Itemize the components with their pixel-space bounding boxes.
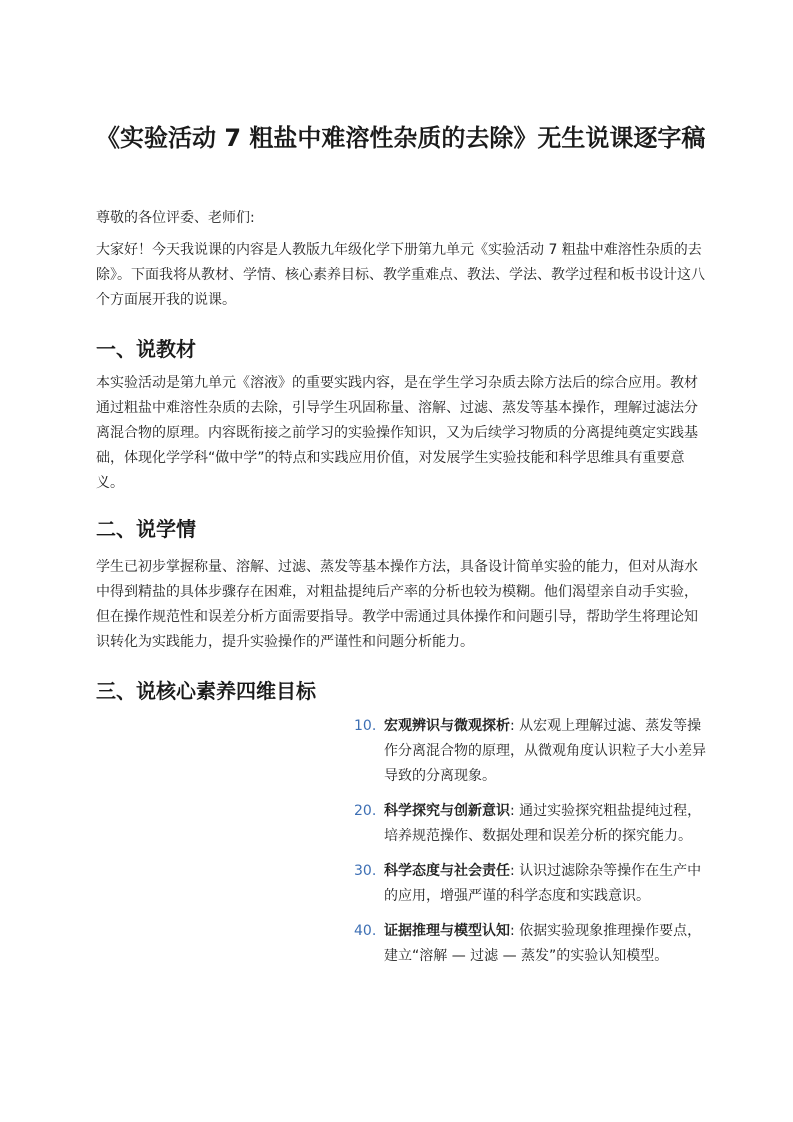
list-number: 20. xyxy=(354,803,377,819)
textbook-paragraph: 本实验活动是第九单元《溶液》的重要实践内容，是在学生学习杂质去除方法后的综合应用。教材通过粗盐中难溶性杂质的去除，引导学生巩固称量、溶解、过滤、蒸发等基本操作，理解过滤法分离混合物的原理。内容既衔接之前学习的实验操作知识，又为后续学习物质的分离提纯奠定实践基础，体现化学学科“做中学”的特点和实践应用价值，对发展学生实验技能和科学思维具有重要意义。 xyxy=(96,375,698,491)
objective-text: : 从宏观上理解过滤、蒸发等操作分离混合物的原理，从微观角度认识粒子大小差异导致的分离现象。 xyxy=(384,718,706,784)
students-paragraph: 学生已初步掌握称量、溶解、过滤、蒸发等基本操作方法，具备设计简单实验的能力，但对从海水中得到精盐的具体步骤存在困难，对粗盐提纯后产率的分析也较为模糊。他们渴望亲自动手实验，但在操作规范性和误差分析方面需要指导。教学中需通过具体操作和问题引导，帮助学生将理论知识转化为实践能力，提升实验操作的严谨性和问题分析能力。 xyxy=(96,559,698,650)
greeting: 尊敬的各位评委、老师们: xyxy=(96,210,255,226)
section-heading-objectives: 三、说核心素养四维目标 xyxy=(96,679,316,703)
objectives-list xyxy=(354,714,714,979)
list-number: 40. xyxy=(354,923,377,939)
objective-term: 科学探究与创新意识 xyxy=(384,803,510,819)
section-heading-textbook: 一、说教材 xyxy=(96,337,196,361)
objective-term: 科学态度与社会责任 xyxy=(384,863,510,879)
list-number: 10. xyxy=(354,718,377,734)
objective-text: : 认识过滤除杂等操作在生产中的应用，增强严谨的科学态度和实践意识。 xyxy=(384,863,702,904)
list-item xyxy=(354,714,714,789)
list-number: 30. xyxy=(354,863,377,879)
section-heading-students: 二、说学情 xyxy=(96,517,196,541)
list-item xyxy=(354,859,714,909)
objective-term: 宏观辨识与微观探析 xyxy=(384,718,510,734)
intro-paragraph: 大家好！今天我说课的内容是人教版九年级化学下册第九单元《实验活动 7 粗盐中难溶性杂质的去除》。下面我将从教材、学情、核心素养目标、教学重难点、教法、学法、教学过程和板书设计这八个方面展开我的说课。 xyxy=(96,242,705,308)
objective-text: : 依据实验现象推理操作要点，建立“溶解 — 过滤 — 蒸发”的实验认知模型。 xyxy=(384,923,702,964)
document-title: 《实验活动 7 粗盐中难溶性杂质的去除》无生说课逐字稿 xyxy=(96,124,706,152)
objective-text: : 通过实验探究粗盐提纯过程，培养规范操作、数据处理和误差分析的探究能力。 xyxy=(384,803,702,844)
list-item xyxy=(354,919,714,969)
list-item xyxy=(354,799,714,849)
objective-term: 证据推理与模型认知 xyxy=(384,923,510,939)
